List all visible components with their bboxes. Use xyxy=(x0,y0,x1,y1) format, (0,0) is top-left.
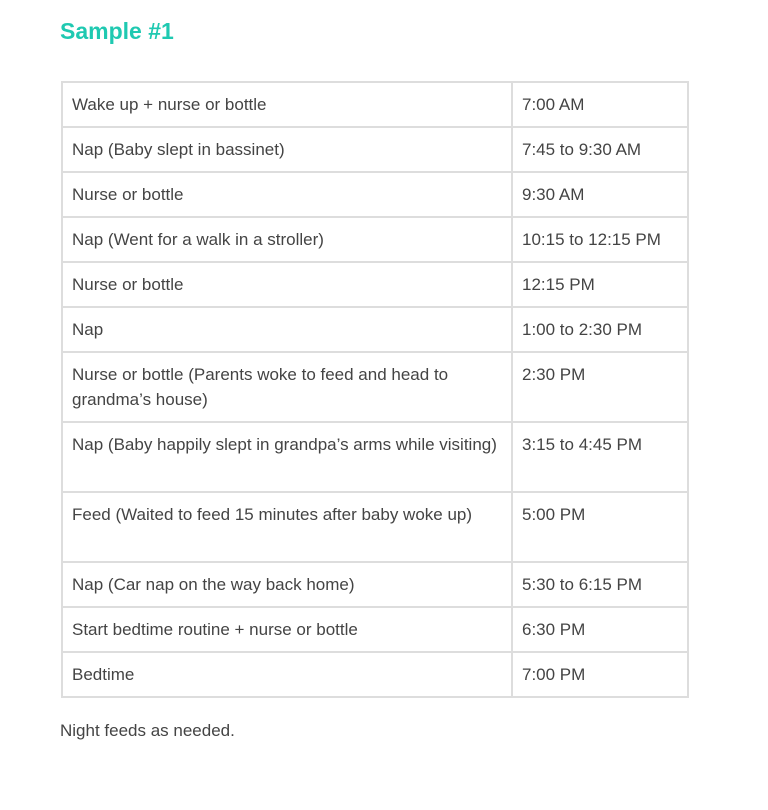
table-row xyxy=(62,307,688,352)
time-cell: 7:45 to 9:30 AM xyxy=(512,127,688,172)
time-cell: 5:00 PM xyxy=(512,492,688,562)
table-row xyxy=(62,562,688,607)
table-row xyxy=(62,172,688,217)
activity-cell: Nap (Baby happily slept in grandpa’s arms while visiting) xyxy=(62,422,512,492)
activity-cell: Nurse or bottle xyxy=(62,172,512,217)
table-row xyxy=(62,262,688,307)
time-cell: 7:00 PM xyxy=(512,652,688,697)
table-row xyxy=(62,652,688,697)
time-cell: 9:30 AM xyxy=(512,172,688,217)
activity-cell: Bedtime xyxy=(62,652,512,697)
activity-cell: Nap xyxy=(62,307,512,352)
night-feeds-note: Night feeds as needed. xyxy=(60,721,235,740)
time-cell: 1:00 to 2:30 PM xyxy=(512,307,688,352)
activity-cell: Feed (Waited to feed 15 minutes after baby woke up) xyxy=(62,492,512,562)
table-row xyxy=(62,607,688,652)
table-row xyxy=(62,82,688,127)
time-cell: 7:00 AM xyxy=(512,82,688,127)
activity-cell: Nap (Baby slept in bassinet) xyxy=(62,127,512,172)
table-row xyxy=(62,352,688,422)
table-row xyxy=(62,217,688,262)
activity-cell: Start bedtime routine + nurse or bottle xyxy=(62,607,512,652)
schedule-table xyxy=(61,81,689,698)
activity-cell: Wake up + nurse or bottle xyxy=(62,82,512,127)
time-cell: 3:15 to 4:45 PM xyxy=(512,422,688,492)
activity-cell: Nurse or bottle (Parents woke to feed and head to grandma’s house) xyxy=(62,352,512,422)
activity-cell: Nap (Went for a walk in a stroller) xyxy=(62,217,512,262)
time-cell: 6:30 PM xyxy=(512,607,688,652)
table-row xyxy=(62,492,688,562)
activity-cell: Nap (Car nap on the way back home) xyxy=(62,562,512,607)
time-cell: 2:30 PM xyxy=(512,352,688,422)
activity-cell: Nurse or bottle xyxy=(62,262,512,307)
table-row xyxy=(62,422,688,492)
sample-title: Sample #1 xyxy=(60,18,174,44)
time-cell: 10:15 to 12:15 PM xyxy=(512,217,688,262)
table-row xyxy=(62,127,688,172)
time-cell: 5:30 to 6:15 PM xyxy=(512,562,688,607)
time-cell: 12:15 PM xyxy=(512,262,688,307)
